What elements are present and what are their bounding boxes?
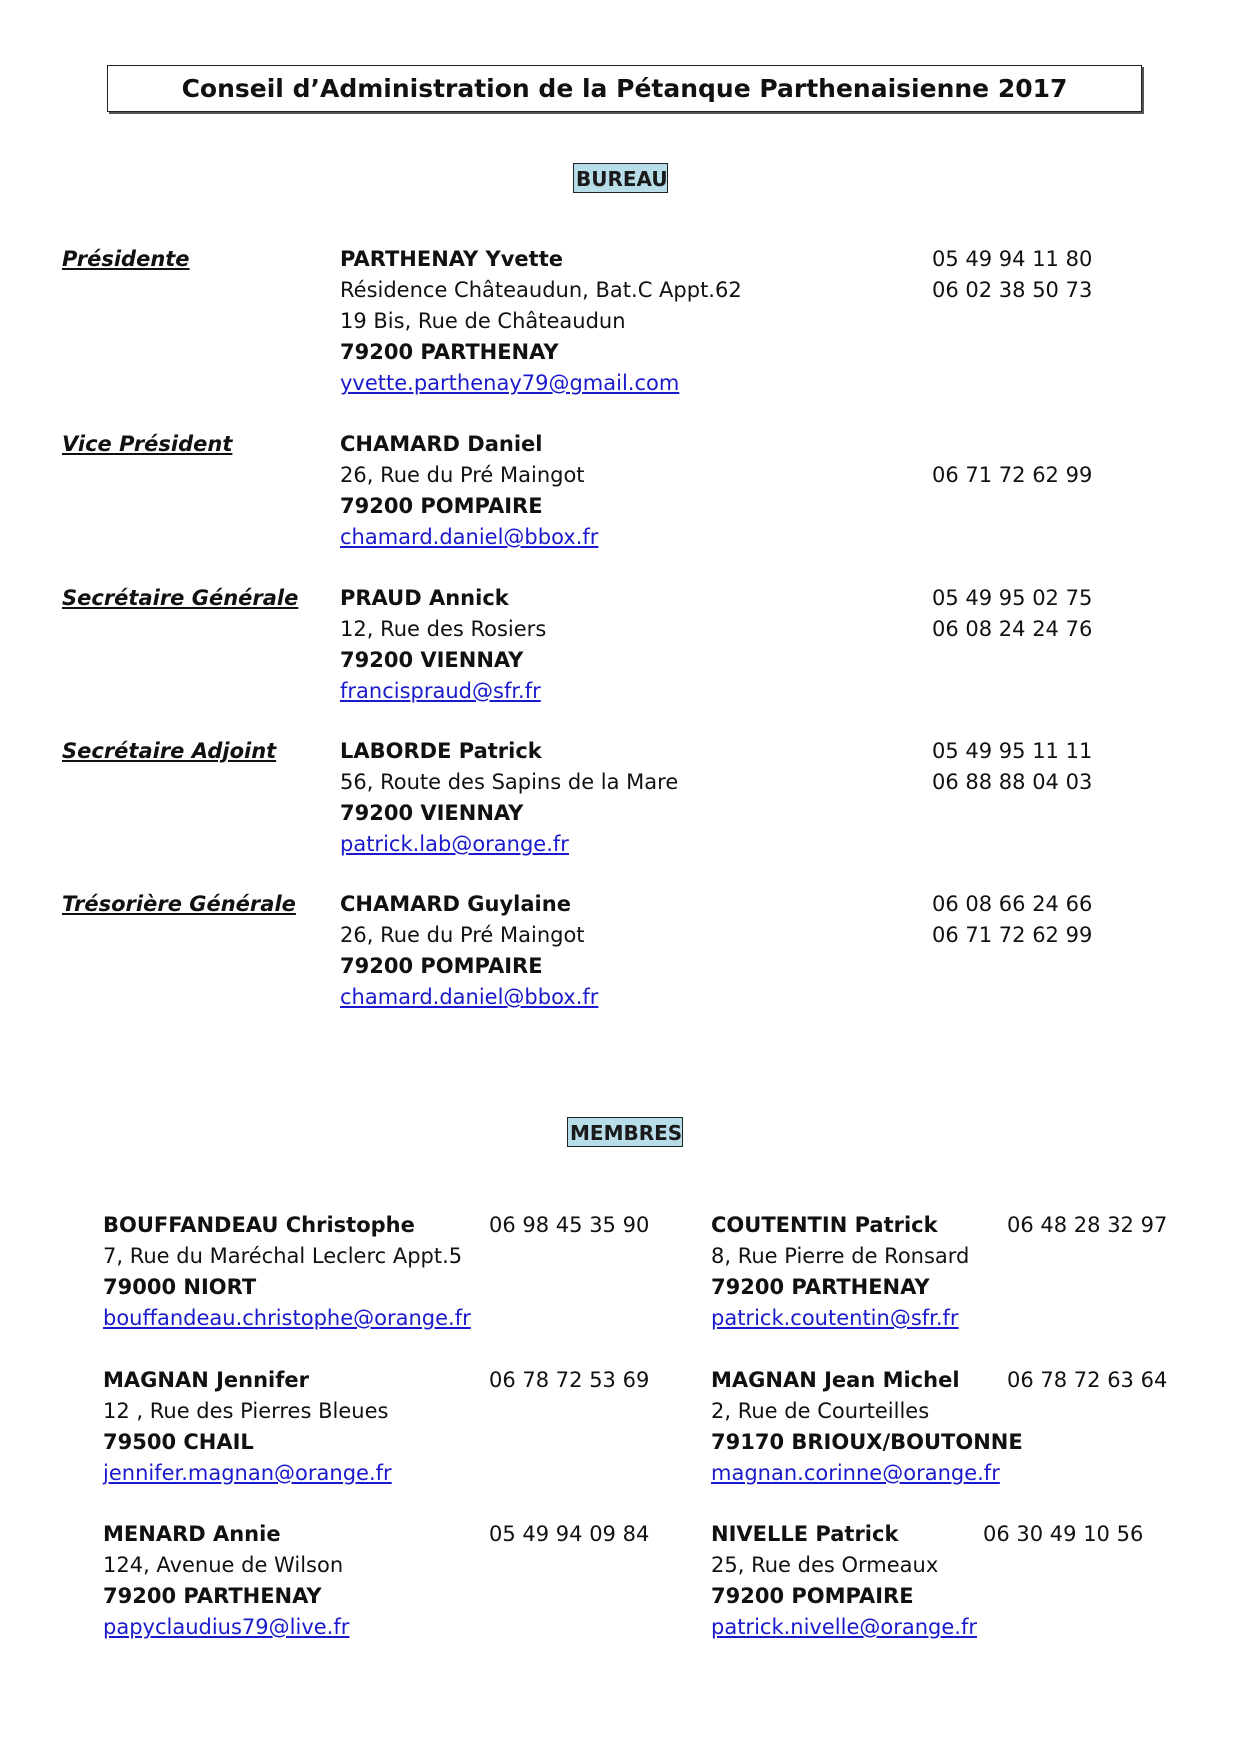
member-name: COUTENTIN Patrick [711, 1213, 938, 1237]
address-line: 124, Avenue de Wilson [103, 1553, 344, 1577]
phone-list [932, 736, 1092, 798]
phone-number: 06 08 66 24 66 [932, 892, 1093, 916]
email-link[interactable]: patrick.lab@orange.fr [340, 832, 569, 856]
city-line: 79200 VIENNAY [340, 801, 524, 825]
role-label: Secrétaire Générale [62, 586, 299, 610]
city-line: 79200 PARTHENAY [711, 1275, 930, 1299]
address-line: Résidence Châteaudun, Bat.C Appt.62 [340, 278, 742, 302]
email-link[interactable]: jennifer.magnan@orange.fr [103, 1461, 392, 1485]
phone-number: 06 71 72 62 99 [932, 923, 1093, 947]
contact-name: CHAMARD Guylaine [340, 892, 571, 916]
address-line: 56, Route des Sapins de la Mare [340, 770, 679, 794]
member-card [711, 1365, 1168, 1489]
contact-name: CHAMARD Daniel [340, 432, 543, 456]
phone-list [932, 460, 1092, 491]
email-link[interactable]: yvette.parthenay79@gmail.com [340, 371, 680, 395]
phone-list [932, 244, 1092, 306]
member-card [103, 1519, 650, 1643]
email-link[interactable]: papyclaudius79@live.fr [103, 1615, 350, 1639]
phone-number: 05 49 95 11 11 [932, 739, 1093, 763]
address-line: 19 Bis, Rue de Châteaudun [340, 309, 626, 333]
email-link[interactable]: patrick.coutentin@sfr.fr [711, 1306, 959, 1330]
bureau-heading: BUREAU [573, 163, 668, 193]
phone-number: 06 71 72 62 99 [932, 463, 1093, 487]
contact-details [340, 736, 678, 860]
address-line: 7, Rue du Maréchal Leclerc Appt.5 [103, 1244, 463, 1268]
contact-name: PARTHENAY Yvette [340, 247, 563, 271]
email-link[interactable]: bouffandeau.christophe@orange.fr [103, 1306, 471, 1330]
city-line: 79200 POMPAIRE [711, 1584, 914, 1608]
city-line: 79200 PARTHENAY [340, 340, 559, 364]
member-card [711, 1210, 1168, 1334]
email-link[interactable]: chamard.daniel@bbox.fr [340, 525, 599, 549]
phone-list [932, 583, 1092, 645]
city-line: 79200 POMPAIRE [340, 954, 543, 978]
phone-number: 06 48 28 32 97 [1007, 1213, 1168, 1237]
phone-number: 06 08 24 24 76 [932, 617, 1093, 641]
city-line: 79200 PARTHENAY [103, 1584, 322, 1608]
contact-name: PRAUD Annick [340, 586, 509, 610]
address-line: 2, Rue de Courteilles [711, 1399, 930, 1423]
member-name: NIVELLE Patrick [711, 1522, 899, 1546]
email-link[interactable]: magnan.corinne@orange.fr [711, 1461, 1000, 1485]
member-card [103, 1365, 650, 1489]
city-line: 79200 POMPAIRE [340, 494, 543, 518]
contact-details [340, 429, 598, 553]
address-line: 12 , Rue des Pierres Bleues [103, 1399, 389, 1423]
city-line: 79500 CHAIL [103, 1430, 254, 1454]
contact-details [340, 244, 742, 399]
role-label: Vice Président [62, 432, 233, 456]
phone-number: 06 78 72 53 69 [489, 1368, 650, 1392]
city-line: 79200 VIENNAY [340, 648, 524, 672]
phone-number: 05 49 94 11 80 [932, 247, 1093, 271]
address-line: 8, Rue Pierre de Ronsard [711, 1244, 970, 1268]
address-line: 25, Rue des Ormeaux [711, 1553, 939, 1577]
member-name: MAGNAN Jean Michel [711, 1368, 960, 1392]
membres-heading: MEMBRES [567, 1117, 683, 1147]
member-name: BOUFFANDEAU Christophe [103, 1213, 415, 1237]
phone-list [932, 889, 1092, 951]
address-line: 26, Rue du Pré Maingot [340, 923, 585, 947]
email-link[interactable]: patrick.nivelle@orange.fr [711, 1615, 977, 1639]
phone-number: 06 98 45 35 90 [489, 1213, 650, 1237]
contact-details [340, 889, 598, 1013]
role-label: Secrétaire Adjoint [62, 739, 277, 763]
contact-details [340, 583, 546, 707]
city-line: 79000 NIORT [103, 1275, 257, 1299]
phone-number: 06 88 88 04 03 [932, 770, 1093, 794]
role-label: Présidente [62, 247, 190, 271]
contact-name: LABORDE Patrick [340, 739, 542, 763]
phone-number: 06 30 49 10 56 [983, 1522, 1144, 1546]
email-link[interactable]: chamard.daniel@bbox.fr [340, 985, 599, 1009]
member-name: MAGNAN Jennifer [103, 1368, 309, 1392]
phone-number: 06 78 72 63 64 [1007, 1368, 1168, 1392]
address-line: 12, Rue des Rosiers [340, 617, 547, 641]
member-name: MENARD Annie [103, 1522, 281, 1546]
member-card [711, 1519, 1144, 1643]
email-link[interactable]: francispraud@sfr.fr [340, 679, 541, 703]
address-line: 26, Rue du Pré Maingot [340, 463, 585, 487]
phone-number: 05 49 95 02 75 [932, 586, 1093, 610]
phone-number: 05 49 94 09 84 [489, 1522, 650, 1546]
role-label: Trésorière Générale [62, 892, 296, 916]
phone-number: 06 02 38 50 73 [932, 278, 1093, 302]
city-line: 79170 BRIOUX/BOUTONNE [711, 1430, 1023, 1454]
member-card [103, 1210, 650, 1334]
page-title: Conseil d’Administration de la Pétanque Parthenaisienne 2017 [107, 65, 1142, 112]
